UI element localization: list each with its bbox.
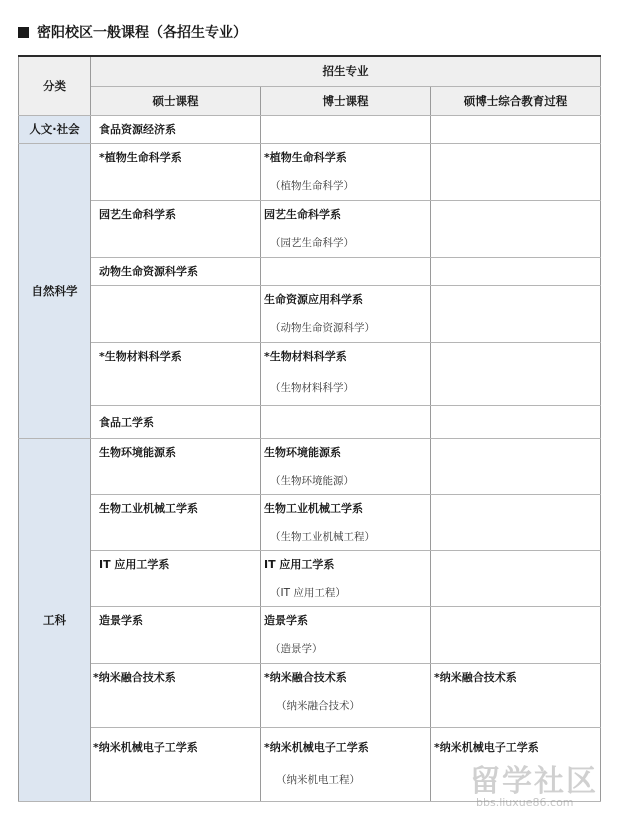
doctor-cell (261, 663, 431, 727)
doctor-subtext: （生物环境能源） (270, 474, 354, 487)
table-row (19, 405, 601, 438)
doctor-subtext: （纳米机电工程） (276, 773, 360, 786)
doctor-cell (261, 257, 431, 285)
table-row (19, 257, 601, 285)
combined-cell (431, 727, 601, 801)
table-row (19, 285, 601, 342)
doctor-subtext: （园艺生命科学） (270, 236, 354, 249)
header-row-2 (19, 86, 601, 115)
combined-cell (431, 405, 601, 438)
program-table (18, 55, 601, 802)
category-humanities: 人文·社会 (19, 115, 91, 143)
combined-cell (431, 115, 601, 143)
master-cell (91, 143, 261, 200)
table-row (19, 727, 601, 801)
master-cell: 食品资源经济系 (91, 115, 261, 143)
master-cell (91, 663, 261, 727)
master-cell (91, 550, 261, 606)
master-text: *纳米机械电子工学系 (93, 740, 198, 754)
doctor-subtext: （植物生命科学） (270, 179, 354, 192)
header-doctor: 博士课程 (261, 86, 431, 115)
master-cell (91, 285, 261, 342)
doctor-text: 造景学系 (264, 613, 308, 627)
master-cell: 食品工学系 (91, 405, 261, 438)
table-row (19, 606, 601, 663)
doctor-cell (261, 342, 431, 405)
header-master: 硕士课程 (91, 86, 261, 115)
combined-cell (431, 606, 601, 663)
master-text: 造景学系 (99, 613, 143, 627)
doctor-text: IT 应用工学系 (264, 557, 335, 571)
doctor-subtext: （生物工业机械工程） (270, 530, 375, 543)
master-cell (91, 494, 261, 550)
watermark-url: bbs.liuxue86.com (476, 796, 574, 809)
page-title (18, 21, 247, 45)
header-category: 分类 (19, 56, 91, 115)
category-engineering: 工科 (19, 438, 91, 801)
master-text: 生物环境能源系 (99, 445, 176, 459)
combined-text: *纳米机械电子工学系 (434, 740, 539, 754)
table-row (19, 494, 601, 550)
master-text: *生物材料科学系 (99, 349, 182, 363)
doctor-text: *纳米机械电子工学系 (264, 740, 369, 754)
doctor-cell (261, 143, 431, 200)
doctor-text: 生命资源应用科学系 (264, 292, 363, 306)
table-row (19, 342, 601, 405)
master-cell: 动物生命资源科学系 (91, 257, 261, 285)
doctor-cell (261, 727, 431, 801)
master-cell (91, 438, 261, 494)
doctor-text: 园艺生命科学系 (264, 207, 341, 221)
combined-cell (431, 143, 601, 200)
doctor-cell (261, 115, 431, 143)
page-title-text: 密阳校区一般课程（各招生专业） (37, 25, 247, 41)
combined-text: *纳米融合技术系 (434, 670, 517, 684)
header-row-1 (19, 56, 601, 86)
doctor-text: *生物材料科学系 (264, 349, 347, 363)
doctor-cell (261, 606, 431, 663)
table-row (19, 200, 601, 257)
header-combined: 硕博士综合教育过程 (431, 86, 601, 115)
master-text: IT 应用工学系 (99, 557, 170, 571)
table-row (19, 143, 601, 200)
doctor-subtext: （动物生命资源科学） (270, 321, 375, 334)
table-row (19, 663, 601, 727)
table-row (19, 438, 601, 494)
doctor-cell (261, 550, 431, 606)
master-cell (91, 606, 261, 663)
doctor-text: *纳米融合技术系 (264, 670, 347, 684)
doctor-text: *植物生命科学系 (264, 150, 347, 164)
doctor-text: 生物环境能源系 (264, 445, 341, 459)
combined-cell (431, 663, 601, 727)
header-group: 招生专业 (91, 56, 601, 86)
doctor-cell (261, 405, 431, 438)
combined-cell (431, 285, 601, 342)
square-bullet-icon (18, 27, 29, 38)
combined-cell (431, 438, 601, 494)
table-row (19, 115, 601, 143)
combined-cell (431, 494, 601, 550)
combined-cell (431, 200, 601, 257)
doctor-text: 生物工业机械工学系 (264, 501, 363, 515)
combined-cell (431, 342, 601, 405)
doctor-cell (261, 200, 431, 257)
master-cell (91, 342, 261, 405)
category-natural: 自然科学 (19, 143, 91, 438)
watermark-logo-text: 留学社区 (470, 764, 598, 799)
doctor-cell (261, 438, 431, 494)
doctor-cell (261, 494, 431, 550)
master-text: *植物生命科学系 (99, 150, 182, 164)
master-text: 园艺生命科学系 (99, 207, 176, 221)
combined-cell (431, 257, 601, 285)
table-row (19, 550, 601, 606)
doctor-cell (261, 285, 431, 342)
master-text: *纳米融合技术系 (93, 670, 176, 684)
master-cell (91, 200, 261, 257)
master-cell (91, 727, 261, 801)
doctor-subtext: （造景学） (270, 642, 323, 655)
doctor-subtext: （IT 应用工程） (270, 586, 346, 599)
master-text: 生物工业机械工学系 (99, 501, 198, 515)
doctor-subtext: （纳米融合技术） (276, 699, 360, 712)
combined-cell (431, 550, 601, 606)
doctor-subtext: （生物材料科学） (270, 381, 354, 394)
